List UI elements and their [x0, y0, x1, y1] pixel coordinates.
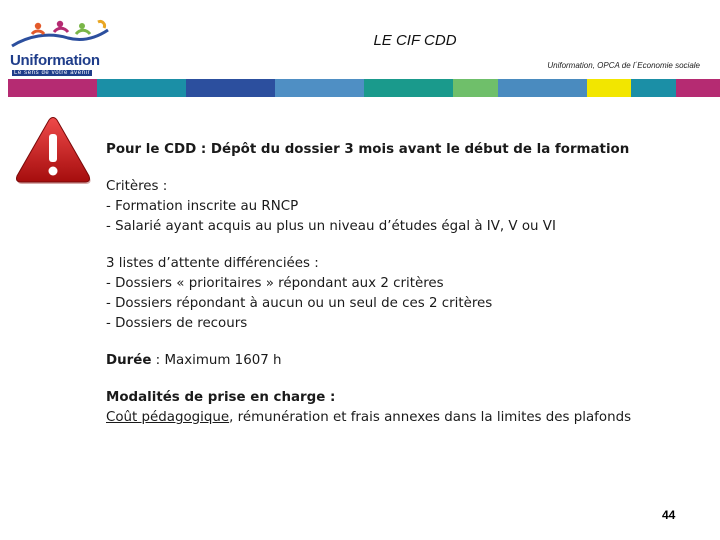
duree-block	[106, 351, 706, 371]
color-band-segment	[53, 79, 98, 97]
logo-tagline: Le sens de votre avenir	[14, 70, 91, 76]
warning-icon	[14, 116, 92, 190]
color-band-segment	[364, 79, 409, 97]
slide-subtitle: Uniformation, OPCA de l´Economie sociale	[547, 61, 700, 70]
listes-item-3: - Dossiers de recours	[106, 316, 248, 331]
criteres-item-2: - Salarié ayant acquis au plus un niveau d’études égal à IV, V ou VI	[106, 219, 556, 234]
color-band-segment	[142, 79, 187, 97]
color-band	[8, 79, 720, 97]
color-band-segment	[587, 79, 632, 97]
color-band-segment	[409, 79, 454, 97]
cdd-deadline-text: Pour le CDD : Dépôt du dossier 3 mois avant le début de la formation	[106, 142, 630, 157]
logo-name: Uniformation	[10, 52, 100, 69]
listes-item-2: - Dossiers répondant à aucun ou un seul de ces 2 critères	[106, 296, 493, 311]
color-band-segment	[631, 79, 676, 97]
listes-item-1: - Dossiers « prioritaires » répondant aux 2 critères	[106, 276, 444, 291]
modalites-underlined: Coût pédagogique	[106, 410, 230, 425]
listes-heading: 3 listes d’attente différenciées :	[106, 256, 319, 271]
color-band-segment	[542, 79, 587, 97]
uniformation-logo	[8, 18, 112, 80]
color-band-segment	[97, 79, 142, 97]
color-band-segment	[676, 79, 720, 97]
color-band-segment	[275, 79, 320, 97]
color-band-segment	[231, 79, 276, 97]
color-band-segment	[320, 79, 365, 97]
color-band-segment	[453, 79, 498, 97]
listes-block	[106, 254, 706, 334]
modalites-rest: , rémunération et frais annexes dans la limites des plafonds	[229, 410, 632, 425]
slide-content	[106, 140, 706, 445]
criteres-heading: Critères :	[106, 179, 168, 194]
modalites-heading: Modalités de prise en charge :	[106, 390, 336, 405]
duree-label: Durée	[106, 353, 152, 368]
color-band-segment	[186, 79, 231, 97]
slide-title: LE CIF CDD	[373, 32, 457, 49]
criteres-block	[106, 177, 706, 237]
page-number: 44	[662, 508, 676, 522]
criteres-item-1: - Formation inscrite au RNCP	[106, 199, 299, 214]
duree-value: : Maximum 1607 h	[151, 353, 282, 368]
color-band-segment	[498, 79, 543, 97]
modalites-block	[106, 388, 706, 428]
color-band-segment	[8, 79, 53, 97]
